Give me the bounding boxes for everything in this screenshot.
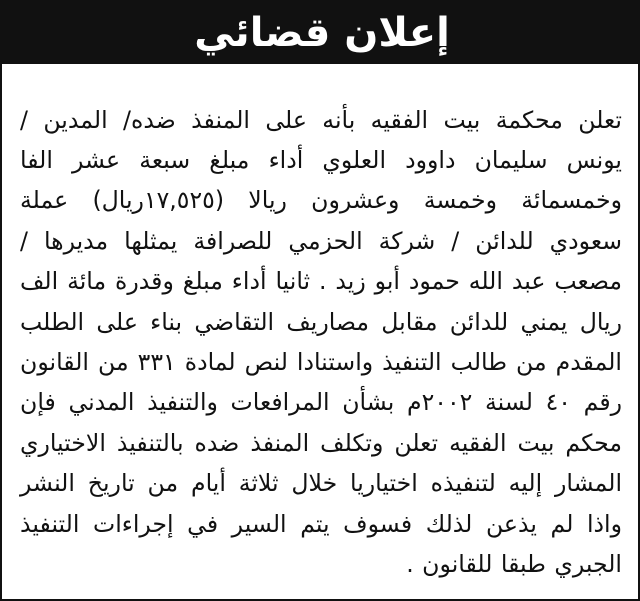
notice-title-bar: [2, 2, 640, 64]
notice-title: إعلان قضائي: [194, 10, 450, 56]
notice-body: تعلن محكمة بيت الفقيه بأنه على المنفذ ضده/ المدين / يونس سليمان داوود العلوي أداء مبلغ سبعة عشر الفا وخمسمائة وخمسة وعشرون ريالا (١٧,٥٢٥ريال) عملة سعودي للدائن / شركة الحزمي للصرافة يمثلها مديرها / مصعب عبد الله حمود أبو زيد . ثانيا أداء مبلغ وقدرة مائة الف ريال يمني للدائن مقابل مصاريف التقاضي بناء على الطلب المقدم من طالب التنفيذ واستنادا لنص لمادة ٣٣١ من القانون رقم ٤٠ لسنة ٢٠٠٢م بشأن المرافعات والتنفيذ المدني فإن محكم بيت الفقيه تعلن وتكلف المنفذ ضده بالتنفيذ الاختياري المشار إليه لتنفيذه اختياريا خلال ثلاثة أيام من تاريخ النشر واذا لم يذعن لذلك فسوف يتم السير في إجراءات التنفيذ الجبري طبقا للقانون .: [20, 105, 623, 579]
